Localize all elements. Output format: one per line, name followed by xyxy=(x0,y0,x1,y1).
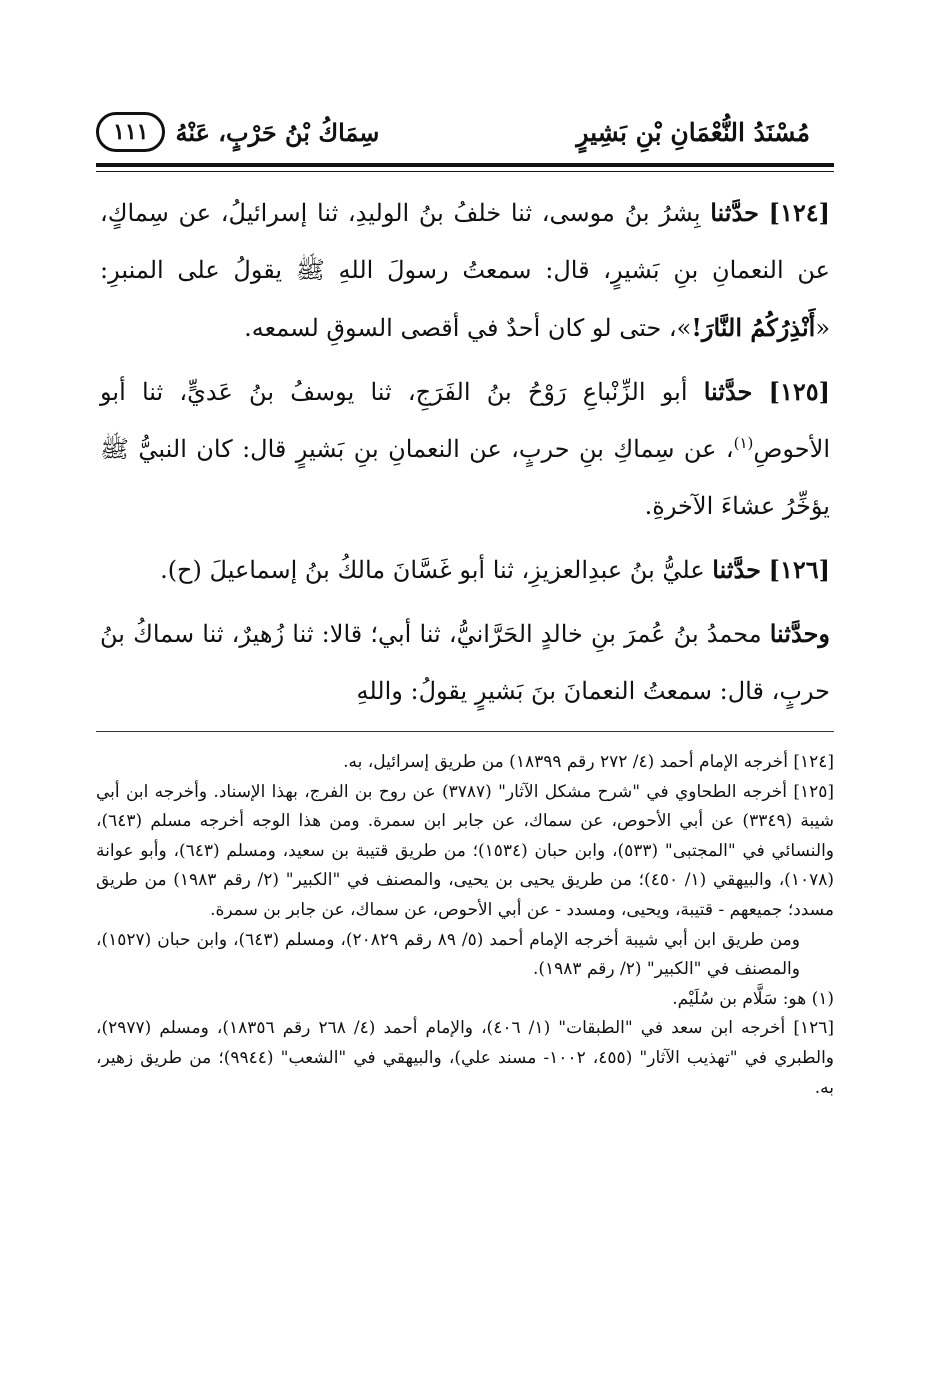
header-rule-thick xyxy=(96,163,834,167)
quoted-saying: أَنْذِرُكُمُ النَّارَ! xyxy=(691,313,816,342)
hadith-number: [١٢٦] xyxy=(768,555,830,584)
haddathana: حدَّثنا xyxy=(710,198,759,227)
hadith-text: أبو الزِّنْباعِ رَوْحُ بنُ الفَرَجِ، ثنا يوسفُ بنُ عَديٍّ، ثنا أبو الأحوصِ xyxy=(100,378,830,463)
hadith-number: [١٢٤] xyxy=(768,198,830,227)
footnote-ref-1: (١) هو: سَلَّام بن سُلَيْم. xyxy=(672,988,834,1009)
header-rule-thin xyxy=(96,171,834,172)
footnote-125: [١٢٥] أخرجه الطحاوي في "شرح مشكل الآثار" (٣٧٨٧) عن روح بن الفرج، بهذا الإسناد. وأخرجه ابن أبي شيبة (٣٣٤٩) عن أبي الأحوص، عن سماك، عن جابر ابن سمرة. ومن هذا الوجه أخرجه مسلم (٦٤٣)، والنسائي في "المجتبى" (٥٣٣)، وابن حبان (١٥٣٤)؛ من طريق قتيبة بن سعيد، ومسلم (٦٤٣)، وأبو عوانة (١٠٧٨)، والبيهقي (١/ ٤٥٠)؛ من طريق يحيى بن يحيى، والمصنف في "الكبير" (٢/ رقم ١٩٨٣) من طريق مسدد؛ جميعهم - قتيبة، ويحيى، ومسدد - عن أبي الأحوص، عن سماك، عن جابر بن سمرة. xyxy=(96,781,835,920)
hadith-126 xyxy=(100,541,830,599)
footnote-126: [١٢٦] أخرجه ابن سعد في "الطبقات" (١/ ٤٠٦)، والإمام أحمد (٤/ ٢٦٨ رقم ١٨٣٥٦)، ومسلم (٢٩٧٧)، والطبري في "تهذيب الآثار" (٤٥٥، ١٠٠٢- مسند علي)، والبيهقي في "الشعب" (٩٩٤٤)؛ من طريق زهير، به. xyxy=(96,1018,835,1098)
header-left-group xyxy=(96,112,379,152)
haddathana: حدَّثنا xyxy=(712,555,761,584)
wahaddathana: وحدَّثنا xyxy=(769,619,830,648)
hadith-text-end: »، حتى لو كان أحدٌ في أقصى السوقِ لسمعه. xyxy=(244,314,692,342)
hadith-text: محمدُ بنُ عُمرَ بنِ خالدٍ الحَرَّانيُّ، ثنا أبي؛ قالا: ثنا زُهيرٌ، ثنا سماكُ بنُ حربٍ، قال: سمعتُ النعمانَ بنَ بَشيرٍ يقولُ: واللهِ xyxy=(100,620,830,705)
hadith-126-second-chain xyxy=(100,605,830,720)
hadith-text: عليُّ بنُ عبدِالعزيزِ، ثنا أبو غَسَّانَ مالكُ بنُ إسماعيلَ (ح). xyxy=(160,556,705,584)
header-book-title: مُسْنَدُ النُّعْمَانِ بْنِ بَشِيرٍ xyxy=(576,117,810,147)
footnote-ref: (١) xyxy=(733,434,754,452)
footnote-separator xyxy=(96,731,834,732)
running-header xyxy=(96,102,810,162)
page-number: ١١١ xyxy=(96,112,165,152)
footnotes xyxy=(96,748,834,1103)
hadith-125 xyxy=(100,363,830,535)
header-section-title: سِمَاكُ بْنُ حَرْبٍ، عَنْهُ xyxy=(175,117,380,147)
hadith-text-end: ، عن سِماكِ بنِ حربٍ، عن النعمانِ بنِ بَشيرٍ قال: كان النبيُّ ﷺ يؤخِّرُ عشاءَ الآخرةِ. xyxy=(100,435,830,520)
footnote-125-continued: ومن طريق ابن أبي شيبة أخرجه الإمام أحمد (٥/ ٨٩ رقم ٢٠٨٢٩)، ومسلم (٦٤٣)، وابن حبان (١٥٢٧)، والمصنف في "الكبير" (٢/ رقم ١٩٨٣). xyxy=(96,929,800,980)
footnote-124: [١٢٤] أخرجه الإمام أحمد (٤/ ٢٧٢ رقم ١٨٣٩٩) من طريق إسرائيل، به. xyxy=(343,752,834,772)
hadith-number: [١٢٥] xyxy=(768,377,830,406)
hadith-text: بِشرُ بنُ موسى، ثنا خلفُ بنُ الوليدِ، ثنا إسرائيلُ، عن سِماكٍ، عن النعمانِ بنِ بَشيرٍ، قال: سمعتُ رسولَ اللهِ ﷺ يقولُ على المنبرِ: « xyxy=(100,199,830,342)
haddathana: حدَّثنا xyxy=(703,377,753,406)
hadith-124 xyxy=(100,184,830,357)
main-text xyxy=(100,184,830,720)
